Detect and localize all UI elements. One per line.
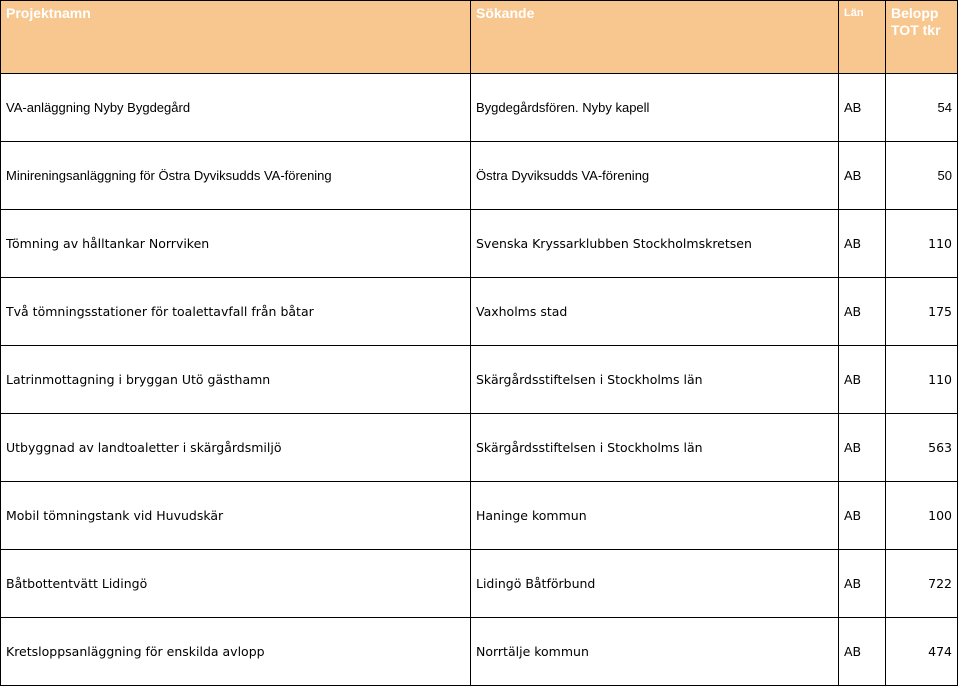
table-row	[1, 142, 958, 210]
table-row	[1, 210, 958, 278]
cell-belopp: 474	[886, 618, 958, 686]
table-row	[1, 74, 958, 142]
cell-sokande: Lidingö Båtförbund	[471, 550, 839, 618]
header-lan: Län	[839, 1, 886, 74]
header-belopp-line2: TOT tkr	[891, 22, 941, 38]
cell-projektnamn: Minireningsanläggning för Östra Dyviksudds VA-förening	[1, 142, 471, 210]
cell-belopp: 175	[886, 278, 958, 346]
cell-projektnamn: Utbyggnad av landtoaletter i skärgårdsmiljö	[1, 414, 471, 482]
cell-lan: AB	[839, 346, 886, 414]
cell-sokande: Norrtälje kommun	[471, 618, 839, 686]
cell-sokande: Östra Dyviksudds VA-förening	[471, 142, 839, 210]
cell-lan: AB	[839, 482, 886, 550]
cell-sokande: Bygdegårdsfören. Nyby kapell	[471, 74, 839, 142]
cell-sokande: Haninge kommun	[471, 482, 839, 550]
cell-belopp: 50	[886, 142, 958, 210]
cell-lan: AB	[839, 210, 886, 278]
cell-projektnamn: Tömning av hålltankar Norrviken	[1, 210, 471, 278]
table-row	[1, 482, 958, 550]
header-belopp-line1: Belopp	[891, 5, 939, 21]
cell-lan: AB	[839, 74, 886, 142]
cell-belopp: 110	[886, 210, 958, 278]
table-row	[1, 278, 958, 346]
cell-sokande: Skärgårdsstiftelsen i Stockholms län	[471, 346, 839, 414]
table-row	[1, 618, 958, 686]
cell-belopp: 54	[886, 74, 958, 142]
table-header-row	[1, 1, 958, 74]
cell-belopp: 110	[886, 346, 958, 414]
cell-belopp: 722	[886, 550, 958, 618]
cell-lan: AB	[839, 550, 886, 618]
cell-belopp: 100	[886, 482, 958, 550]
cell-belopp: 563	[886, 414, 958, 482]
cell-projektnamn: Mobil tömningstank vid Huvudskär	[1, 482, 471, 550]
table-row	[1, 414, 958, 482]
header-projektnamn: Projektnamn	[1, 1, 471, 74]
cell-projektnamn: Två tömningsstationer för toalettavfall från båtar	[1, 278, 471, 346]
cell-sokande: Skärgårdsstiftelsen i Stockholms län	[471, 414, 839, 482]
cell-lan: AB	[839, 278, 886, 346]
cell-sokande: Svenska Kryssarklubben Stockholmskretsen	[471, 210, 839, 278]
header-belopp	[886, 1, 958, 74]
cell-lan: AB	[839, 414, 886, 482]
header-sokande: Sökande	[471, 1, 839, 74]
cell-projektnamn: Latrinmottagning i bryggan Utö gästhamn	[1, 346, 471, 414]
cell-sokande: Vaxholms stad	[471, 278, 839, 346]
cell-projektnamn: Båtbottentvätt Lidingö	[1, 550, 471, 618]
cell-lan: AB	[839, 142, 886, 210]
table-row	[1, 550, 958, 618]
cell-projektnamn: Kretsloppsanläggning för enskilda avlopp	[1, 618, 471, 686]
cell-lan: AB	[839, 618, 886, 686]
cell-projektnamn: VA-anläggning Nyby Bygdegård	[1, 74, 471, 142]
table-row	[1, 346, 958, 414]
